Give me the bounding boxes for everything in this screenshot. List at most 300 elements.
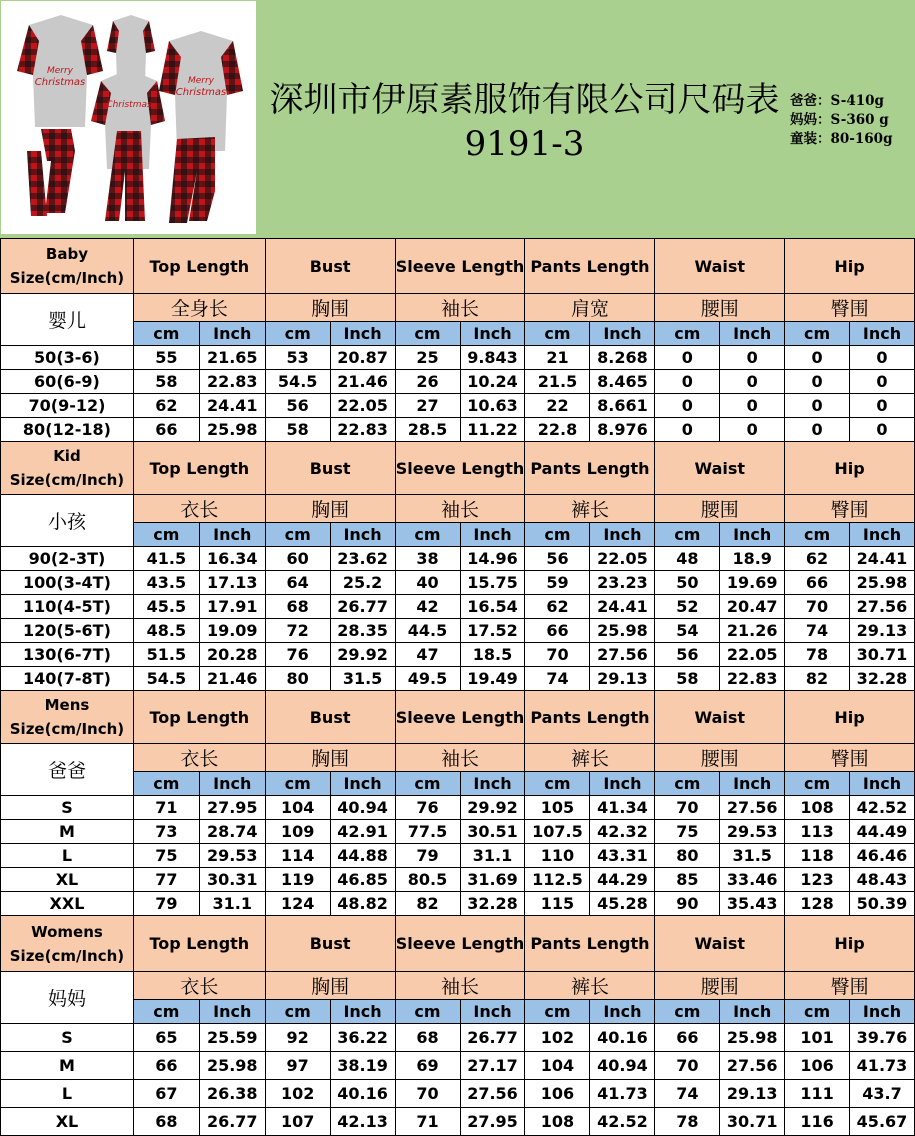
- size-cell: 130(6-7T): [1, 643, 134, 667]
- value-cell: 67: [133, 1080, 199, 1108]
- table-row: [1, 619, 915, 643]
- section-cn-label: 妈妈: [1, 972, 134, 1024]
- value-cell: 111: [785, 1080, 850, 1108]
- value-cell: 25.98: [199, 418, 265, 442]
- value-cell: 26.77: [460, 1024, 525, 1052]
- value-cell: 22.05: [590, 547, 655, 571]
- value-cell: 22.05: [720, 643, 785, 667]
- table-row: [1, 868, 915, 892]
- value-cell: 70: [655, 1052, 720, 1080]
- value-cell: 21.26: [720, 619, 785, 643]
- value-cell: 70: [785, 595, 850, 619]
- value-cell: 29.53: [720, 820, 785, 844]
- unit-cell: cm: [785, 523, 850, 547]
- column-header: Hip: [785, 916, 915, 972]
- value-cell: 48: [655, 547, 720, 571]
- size-cell: S: [1, 796, 134, 820]
- value-cell: 14.96: [460, 547, 525, 571]
- value-cell: 75: [655, 820, 720, 844]
- cn-column-header: 臀围: [785, 294, 915, 322]
- unit-cell: cm: [525, 523, 590, 547]
- section-cn-header-row: [1, 495, 915, 523]
- value-cell: 40: [395, 571, 460, 595]
- value-cell: 19.09: [199, 619, 265, 643]
- value-cell: 26.38: [199, 1080, 265, 1108]
- value-cell: 52: [655, 595, 720, 619]
- size-label: Baby Size(cm/Inch): [1, 239, 134, 294]
- unit-cell: Inch: [720, 772, 785, 796]
- value-cell: 0: [849, 346, 914, 370]
- unit-cell: Inch: [199, 322, 265, 346]
- value-cell: 27.56: [849, 595, 914, 619]
- value-cell: 28.35: [330, 619, 395, 643]
- value-cell: 0: [655, 346, 720, 370]
- unit-cell: Inch: [330, 1000, 395, 1024]
- value-cell: 113: [785, 820, 850, 844]
- cn-column-header: 衣长: [133, 744, 265, 772]
- value-cell: 80: [655, 844, 720, 868]
- value-cell: 71: [133, 796, 199, 820]
- column-header: Hip: [785, 442, 915, 495]
- value-cell: 20.87: [330, 346, 395, 370]
- value-cell: 54.5: [265, 370, 330, 394]
- value-cell: 27.17: [460, 1052, 525, 1080]
- value-cell: 80: [265, 667, 330, 691]
- unit-cell: cm: [265, 1000, 330, 1024]
- value-cell: 124: [265, 892, 330, 916]
- column-header: Top Length: [133, 691, 265, 744]
- value-cell: 92: [265, 1024, 330, 1052]
- unit-cell: Inch: [849, 772, 914, 796]
- unit-cell: Inch: [330, 322, 395, 346]
- value-cell: 107.5: [525, 820, 590, 844]
- value-cell: 40.94: [590, 1052, 655, 1080]
- value-cell: 0: [849, 418, 914, 442]
- value-cell: 90: [655, 892, 720, 916]
- column-header: Pants Length: [525, 442, 655, 495]
- value-cell: 25.98: [720, 1024, 785, 1052]
- value-cell: 44.5: [395, 619, 460, 643]
- value-cell: 46.85: [330, 868, 395, 892]
- value-cell: 77: [133, 868, 199, 892]
- value-cell: 17.91: [199, 595, 265, 619]
- value-cell: 70: [525, 643, 590, 667]
- value-cell: 43.5: [133, 571, 199, 595]
- value-cell: 44.29: [590, 868, 655, 892]
- table-row: [1, 346, 915, 370]
- value-cell: 25: [395, 346, 460, 370]
- table-row: [1, 892, 915, 916]
- value-cell: 62: [785, 547, 850, 571]
- value-cell: 112.5: [525, 868, 590, 892]
- value-cell: 10.63: [460, 394, 525, 418]
- size-cell: XL: [1, 1108, 134, 1136]
- column-header: Bust: [265, 239, 395, 294]
- value-cell: 31.5: [720, 844, 785, 868]
- column-header: Waist: [655, 916, 785, 972]
- value-cell: 39.76: [849, 1024, 914, 1052]
- value-cell: 58: [655, 667, 720, 691]
- value-cell: 58: [133, 370, 199, 394]
- value-cell: 41.5: [133, 547, 199, 571]
- cn-column-header: 胸围: [265, 972, 395, 1000]
- cn-column-header: 衣长: [133, 495, 265, 523]
- value-cell: 109: [265, 820, 330, 844]
- value-cell: 21.65: [199, 346, 265, 370]
- value-cell: 78: [655, 1108, 720, 1136]
- value-cell: 38.19: [330, 1052, 395, 1080]
- weight-mom: 妈妈：S-360 g: [790, 112, 889, 128]
- cn-column-header: 腰围: [655, 744, 785, 772]
- unit-cell: cm: [395, 772, 460, 796]
- value-cell: 26: [395, 370, 460, 394]
- unit-cell: cm: [395, 523, 460, 547]
- value-cell: 41.73: [849, 1052, 914, 1080]
- value-cell: 74: [785, 619, 850, 643]
- table-row: [1, 643, 915, 667]
- size-cell: 120(5-6T): [1, 619, 134, 643]
- value-cell: 66: [655, 1024, 720, 1052]
- value-cell: 10.24: [460, 370, 525, 394]
- value-cell: 28.5: [395, 418, 460, 442]
- value-cell: 105: [525, 796, 590, 820]
- value-cell: 22: [525, 394, 590, 418]
- value-cell: 44.88: [330, 844, 395, 868]
- column-header: Waist: [655, 239, 785, 294]
- unit-cell: cm: [655, 322, 720, 346]
- size-cell: 60(6-9): [1, 370, 134, 394]
- value-cell: 72: [265, 619, 330, 643]
- value-cell: 54: [655, 619, 720, 643]
- table-row: [1, 1024, 915, 1052]
- cn-column-header: 胸围: [265, 294, 395, 322]
- table-row: [1, 1108, 915, 1136]
- value-cell: 114: [265, 844, 330, 868]
- value-cell: 85: [655, 868, 720, 892]
- value-cell: 33.46: [720, 868, 785, 892]
- value-cell: 30.71: [849, 643, 914, 667]
- value-cell: 38: [395, 547, 460, 571]
- size-label: Womens Size(cm/Inch): [1, 916, 134, 972]
- value-cell: 60: [265, 547, 330, 571]
- unit-cell: Inch: [330, 772, 395, 796]
- value-cell: 19.49: [460, 667, 525, 691]
- value-cell: 45.5: [133, 595, 199, 619]
- size-cell: S: [1, 1024, 134, 1052]
- value-cell: 106: [525, 1080, 590, 1108]
- unit-cell: Inch: [590, 523, 655, 547]
- table-row: [1, 571, 915, 595]
- unit-cell: Inch: [720, 322, 785, 346]
- value-cell: 104: [525, 1052, 590, 1080]
- size-cell: XXL: [1, 892, 134, 916]
- section-cn-header-row: [1, 744, 915, 772]
- cn-column-header: 胸围: [265, 744, 395, 772]
- value-cell: 68: [395, 1024, 460, 1052]
- value-cell: 56: [655, 643, 720, 667]
- family-pajama-image: [1, 1, 256, 234]
- unit-cell: cm: [265, 523, 330, 547]
- table-row: [1, 394, 915, 418]
- unit-cell: cm: [133, 322, 199, 346]
- value-cell: 0: [720, 346, 785, 370]
- size-cell: M: [1, 1052, 134, 1080]
- unit-cell: Inch: [460, 772, 525, 796]
- value-cell: 29.92: [460, 796, 525, 820]
- cn-column-header: 腰围: [655, 495, 785, 523]
- value-cell: 43.31: [590, 844, 655, 868]
- cn-column-header: 袖长: [395, 972, 525, 1000]
- unit-cell: cm: [525, 322, 590, 346]
- value-cell: 77.5: [395, 820, 460, 844]
- unit-cell: Inch: [720, 523, 785, 547]
- value-cell: 59: [525, 571, 590, 595]
- value-cell: 71: [395, 1108, 460, 1136]
- value-cell: 66: [133, 1052, 199, 1080]
- value-cell: 8.465: [590, 370, 655, 394]
- value-cell: 27.56: [590, 643, 655, 667]
- value-cell: 26.77: [330, 595, 395, 619]
- value-cell: 16.34: [199, 547, 265, 571]
- table-row: [1, 595, 915, 619]
- value-cell: 31.5: [330, 667, 395, 691]
- value-cell: 48.5: [133, 619, 199, 643]
- size-chart-table: [0, 238, 915, 1136]
- size-cell: 110(4-5T): [1, 595, 134, 619]
- value-cell: 65: [133, 1024, 199, 1052]
- value-cell: 42.32: [590, 820, 655, 844]
- section-cn-header-row: [1, 294, 915, 322]
- cn-column-header: 肩宽: [525, 294, 655, 322]
- cn-column-header: 袖长: [395, 495, 525, 523]
- unit-cell: Inch: [590, 772, 655, 796]
- cn-column-header: 袖长: [395, 294, 525, 322]
- value-cell: 47: [395, 643, 460, 667]
- value-cell: 82: [395, 892, 460, 916]
- value-cell: 0: [849, 370, 914, 394]
- value-cell: 42.13: [330, 1108, 395, 1136]
- product-photo: [1, 1, 256, 234]
- unit-cell: cm: [785, 322, 850, 346]
- value-cell: 8.661: [590, 394, 655, 418]
- value-cell: 80.5: [395, 868, 460, 892]
- unit-row: [1, 322, 915, 346]
- value-cell: 30.31: [199, 868, 265, 892]
- value-cell: 0: [785, 370, 850, 394]
- value-cell: 101: [785, 1024, 850, 1052]
- value-cell: 97: [265, 1052, 330, 1080]
- value-cell: 11.22: [460, 418, 525, 442]
- unit-row: [1, 1000, 915, 1024]
- value-cell: 42.91: [330, 820, 395, 844]
- value-cell: 35.43: [720, 892, 785, 916]
- value-cell: 27.56: [720, 796, 785, 820]
- value-cell: 9.843: [460, 346, 525, 370]
- value-cell: 74: [655, 1080, 720, 1108]
- unit-cell: cm: [133, 772, 199, 796]
- column-header: Sleeve Length: [395, 691, 525, 744]
- column-header: Top Length: [133, 916, 265, 972]
- value-cell: 40.16: [590, 1024, 655, 1052]
- value-cell: 66: [785, 571, 850, 595]
- value-cell: 24.41: [199, 394, 265, 418]
- value-cell: 43.7: [849, 1080, 914, 1108]
- cn-column-header: 腰围: [655, 294, 785, 322]
- value-cell: 31.1: [199, 892, 265, 916]
- value-cell: 45.28: [590, 892, 655, 916]
- unit-cell: cm: [265, 322, 330, 346]
- weight-kids: 童装：80-160g: [790, 131, 893, 147]
- column-header: Sleeve Length: [395, 916, 525, 972]
- package-weights: [790, 92, 915, 149]
- section-header-row: [1, 442, 915, 495]
- unit-cell: cm: [525, 772, 590, 796]
- column-header: Sleeve Length: [395, 239, 525, 294]
- value-cell: 25.2: [330, 571, 395, 595]
- value-cell: 0: [655, 418, 720, 442]
- value-cell: 68: [133, 1108, 199, 1136]
- column-header: Pants Length: [525, 239, 655, 294]
- value-cell: 123: [785, 868, 850, 892]
- size-cell: L: [1, 1080, 134, 1108]
- value-cell: 19.69: [720, 571, 785, 595]
- unit-row: [1, 772, 915, 796]
- column-header: Pants Length: [525, 691, 655, 744]
- section-header-row: [1, 916, 915, 972]
- column-header: Sleeve Length: [395, 442, 525, 495]
- value-cell: 44.49: [849, 820, 914, 844]
- cn-column-header: 全身长: [133, 294, 265, 322]
- size-cell: L: [1, 844, 134, 868]
- cn-column-header: 腰围: [655, 972, 785, 1000]
- svg-text:Christmas: Christmas: [34, 77, 86, 88]
- value-cell: 54.5: [133, 667, 199, 691]
- value-cell: 49.5: [395, 667, 460, 691]
- column-header: Hip: [785, 239, 915, 294]
- unit-cell: cm: [133, 523, 199, 547]
- cn-column-header: 裤长: [525, 972, 655, 1000]
- svg-text:Merry: Merry: [187, 76, 215, 86]
- value-cell: 32.28: [849, 667, 914, 691]
- unit-cell: cm: [655, 1000, 720, 1024]
- size-label: Mens Size(cm/Inch): [1, 691, 134, 744]
- value-cell: 8.976: [590, 418, 655, 442]
- value-cell: 107: [265, 1108, 330, 1136]
- value-cell: 29.13: [849, 619, 914, 643]
- value-cell: 78: [785, 643, 850, 667]
- value-cell: 42.52: [590, 1108, 655, 1136]
- value-cell: 70: [655, 796, 720, 820]
- value-cell: 82: [785, 667, 850, 691]
- unit-cell: cm: [655, 523, 720, 547]
- value-cell: 48.43: [849, 868, 914, 892]
- value-cell: 25.98: [199, 1052, 265, 1080]
- value-cell: 31.1: [460, 844, 525, 868]
- value-cell: 56: [265, 394, 330, 418]
- value-cell: 18.5: [460, 643, 525, 667]
- value-cell: 22.05: [330, 394, 395, 418]
- size-cell: 80(12-18): [1, 418, 134, 442]
- value-cell: 42: [395, 595, 460, 619]
- value-cell: 29.53: [199, 844, 265, 868]
- column-header: Top Length: [133, 442, 265, 495]
- unit-cell: cm: [525, 1000, 590, 1024]
- value-cell: 25.98: [590, 619, 655, 643]
- size-cell: 90(2-3T): [1, 547, 134, 571]
- value-cell: 102: [525, 1024, 590, 1052]
- value-cell: 27: [395, 394, 460, 418]
- unit-cell: cm: [655, 772, 720, 796]
- value-cell: 25.98: [849, 571, 914, 595]
- value-cell: 26.77: [199, 1108, 265, 1136]
- value-cell: 108: [785, 796, 850, 820]
- value-cell: 20.47: [720, 595, 785, 619]
- value-cell: 42.52: [849, 796, 914, 820]
- cn-column-header: 臀围: [785, 744, 915, 772]
- value-cell: 116: [785, 1108, 850, 1136]
- value-cell: 29.13: [720, 1080, 785, 1108]
- unit-cell: Inch: [460, 322, 525, 346]
- table-row: [1, 667, 915, 691]
- value-cell: 68: [265, 595, 330, 619]
- section-header-row: [1, 691, 915, 744]
- header-banner: [0, 0, 915, 238]
- value-cell: 64: [265, 571, 330, 595]
- unit-cell: Inch: [460, 1000, 525, 1024]
- value-cell: 119: [265, 868, 330, 892]
- value-cell: 17.52: [460, 619, 525, 643]
- value-cell: 29.92: [330, 643, 395, 667]
- value-cell: 18.9: [720, 547, 785, 571]
- unit-cell: Inch: [460, 523, 525, 547]
- column-header: Top Length: [133, 239, 265, 294]
- column-header: Bust: [265, 442, 395, 495]
- value-cell: 108: [525, 1108, 590, 1136]
- unit-row: [1, 523, 915, 547]
- value-cell: 30.71: [720, 1108, 785, 1136]
- value-cell: 56: [525, 547, 590, 571]
- unit-cell: Inch: [849, 523, 914, 547]
- value-cell: 73: [133, 820, 199, 844]
- cn-column-header: 衣长: [133, 972, 265, 1000]
- value-cell: 75: [133, 844, 199, 868]
- value-cell: 21.46: [330, 370, 395, 394]
- unit-cell: Inch: [849, 1000, 914, 1024]
- table-row: [1, 820, 915, 844]
- cn-column-header: 胸围: [265, 495, 395, 523]
- cn-column-header: 臀围: [785, 972, 915, 1000]
- value-cell: 110: [525, 844, 590, 868]
- column-header: Waist: [655, 442, 785, 495]
- table-row: [1, 796, 915, 820]
- table-row: [1, 418, 915, 442]
- value-cell: 58: [265, 418, 330, 442]
- value-cell: 27.95: [199, 796, 265, 820]
- value-cell: 102: [265, 1080, 330, 1108]
- value-cell: 0: [785, 394, 850, 418]
- value-cell: 55: [133, 346, 199, 370]
- value-cell: 79: [133, 892, 199, 916]
- value-cell: 66: [133, 418, 199, 442]
- cn-column-header: 裤长: [525, 744, 655, 772]
- value-cell: 24.41: [590, 595, 655, 619]
- unit-cell: Inch: [720, 1000, 785, 1024]
- section-cn-header-row: [1, 972, 915, 1000]
- value-cell: 70: [395, 1080, 460, 1108]
- unit-cell: cm: [265, 772, 330, 796]
- value-cell: 22.83: [199, 370, 265, 394]
- value-cell: 24.41: [849, 547, 914, 571]
